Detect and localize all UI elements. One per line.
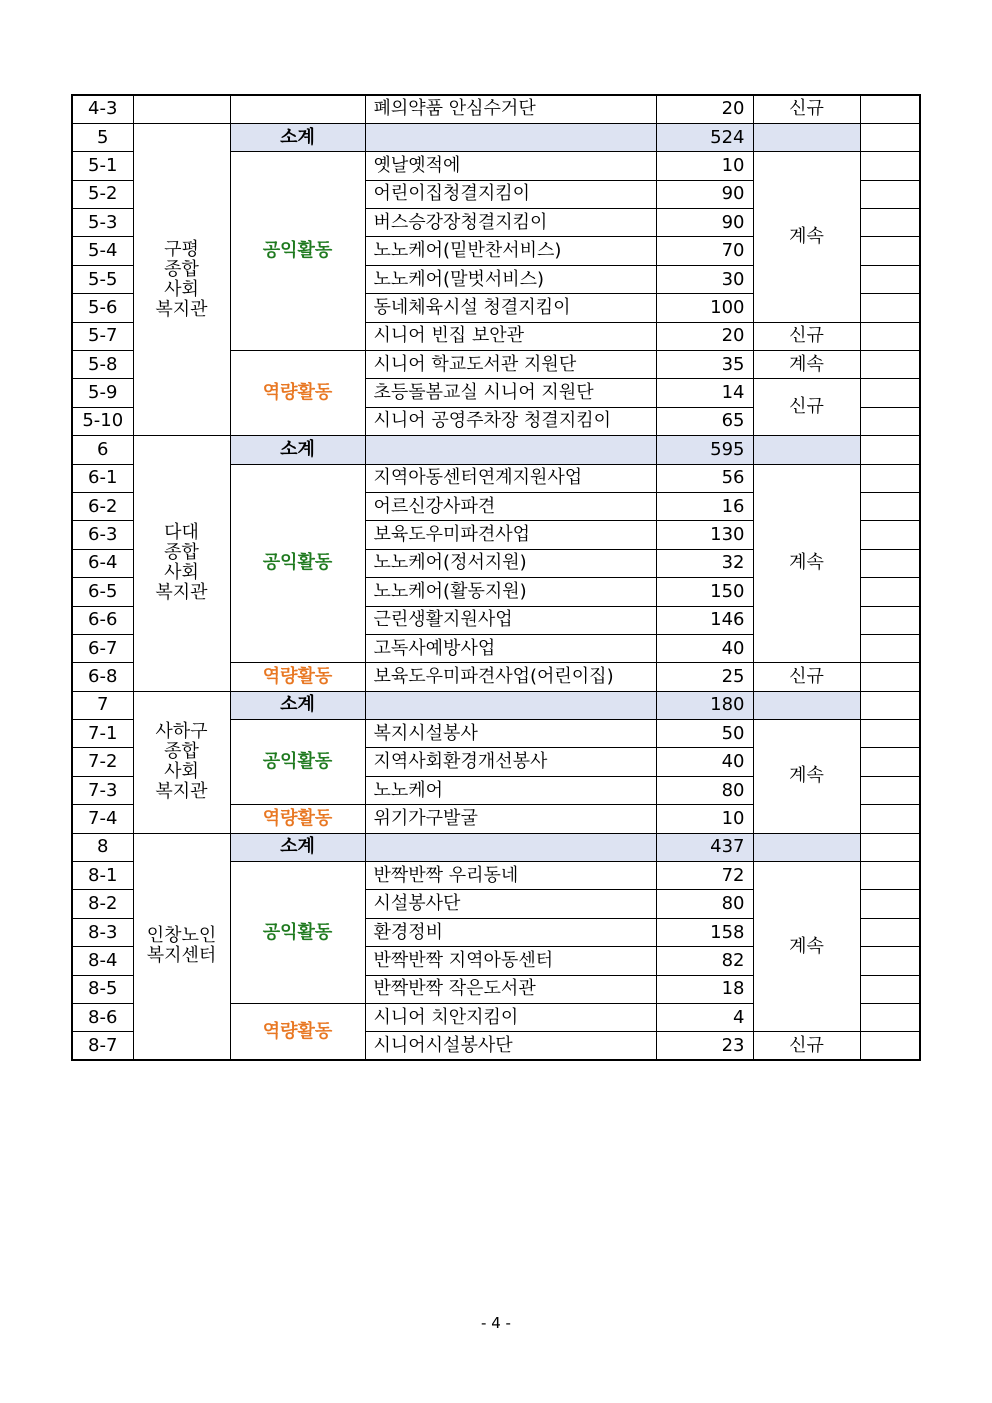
remarks-cell (860, 265, 920, 293)
org-cell (133, 95, 230, 123)
org-name: 사하구 종합 사회 복지관 (133, 691, 230, 833)
row-number: 8-7 (72, 1032, 133, 1060)
program-name: 노노케어(활동지원) (365, 578, 656, 606)
participant-count: 23 (656, 1032, 753, 1060)
row-number: 5-1 (72, 152, 133, 180)
participant-count: 10 (656, 805, 753, 833)
participant-count: 90 (656, 209, 753, 237)
subtotal-label: 소계 (230, 833, 365, 861)
remarks-cell (860, 890, 920, 918)
participant-count: 50 (656, 720, 753, 748)
row-number: 6-1 (72, 464, 133, 492)
remarks-cell (860, 492, 920, 520)
activity-type-capacity: 역량활동 (230, 663, 365, 691)
participant-count: 40 (656, 748, 753, 776)
remarks-cell (860, 95, 920, 123)
program-name: 시니어 학교도서관 지원단 (365, 351, 656, 379)
remarks-cell (860, 294, 920, 322)
program-name: 고독사예방사업 (365, 634, 656, 662)
program-name: 반짝반짝 우리동네 (365, 862, 656, 890)
participant-count: 100 (656, 294, 753, 322)
remarks-cell (860, 351, 920, 379)
subtotal-count: 437 (656, 833, 753, 861)
subtotal-blank (365, 123, 656, 151)
program-name: 어린이집청결지킴이 (365, 180, 656, 208)
participant-count: 130 (656, 521, 753, 549)
participant-count: 20 (656, 95, 753, 123)
remarks-cell (860, 152, 920, 180)
row-number: 7-4 (72, 805, 133, 833)
remarks-cell (860, 209, 920, 237)
remarks-cell (860, 720, 920, 748)
program-name: 보육도우미파견사업(어린이집) (365, 663, 656, 691)
remarks-cell (860, 634, 920, 662)
remarks-cell (860, 322, 920, 350)
program-name: 시니어 공영주차장 청결지킴이 (365, 407, 656, 435)
activity-type-capacity: 역량활동 (230, 351, 365, 436)
subtotal-row (72, 691, 920, 719)
participant-count: 158 (656, 918, 753, 946)
status-cell: 신규 (753, 663, 860, 691)
row-number: 6-6 (72, 606, 133, 634)
activity-type-public: 공익활동 (230, 464, 365, 663)
participant-count: 90 (656, 180, 753, 208)
row-number: 7-3 (72, 776, 133, 804)
remarks-cell (860, 776, 920, 804)
participant-count: 4 (656, 1004, 753, 1032)
subtotal-label: 소계 (230, 436, 365, 464)
remarks-cell (860, 237, 920, 265)
activity-type-public: 공익활동 (230, 152, 365, 351)
row-number: 6-7 (72, 634, 133, 662)
table-row (72, 95, 920, 123)
subtotal-label: 소계 (230, 123, 365, 151)
program-name: 근린생활지원사업 (365, 606, 656, 634)
program-name: 노노케어(정서지원) (365, 549, 656, 577)
row-number: 5-7 (72, 322, 133, 350)
participant-count: 72 (656, 862, 753, 890)
remarks-cell (860, 663, 920, 691)
participant-count: 150 (656, 578, 753, 606)
type-cell (230, 95, 365, 123)
status-cell: 신규 (753, 379, 860, 436)
program-name: 보육도우미파견사업 (365, 521, 656, 549)
remarks-cell (860, 436, 920, 464)
subtotal-status (753, 123, 860, 151)
row-number: 6-4 (72, 549, 133, 577)
remarks-cell (860, 180, 920, 208)
subtotal-status (753, 691, 860, 719)
row-number: 4-3 (72, 95, 133, 123)
remarks-cell (860, 379, 920, 407)
row-number: 6-5 (72, 578, 133, 606)
program-name: 복지시설봉사 (365, 720, 656, 748)
remarks-cell (860, 407, 920, 435)
subtotal-row (72, 833, 920, 861)
participant-count: 14 (656, 379, 753, 407)
status-cell: 계속 (753, 464, 860, 663)
program-name: 위기가구발굴 (365, 805, 656, 833)
program-name: 시니어 빈집 보안관 (365, 322, 656, 350)
participant-count: 35 (656, 351, 753, 379)
row-number: 8-4 (72, 947, 133, 975)
row-number: 8-1 (72, 862, 133, 890)
status-cell: 신규 (753, 1032, 860, 1060)
participant-count: 25 (656, 663, 753, 691)
participant-count: 80 (656, 890, 753, 918)
org-name: 구평 종합 사회 복지관 (133, 123, 230, 435)
subtotal-row (72, 123, 920, 151)
remarks-cell (860, 1032, 920, 1060)
status-cell: 계속 (753, 351, 860, 379)
row-number: 6-2 (72, 492, 133, 520)
row-number: 5-9 (72, 379, 133, 407)
participant-count: 16 (656, 492, 753, 520)
participant-count: 30 (656, 265, 753, 293)
row-number: 7-2 (72, 748, 133, 776)
participant-count: 146 (656, 606, 753, 634)
row-number: 5-10 (72, 407, 133, 435)
row-number: 5-5 (72, 265, 133, 293)
participant-count: 40 (656, 634, 753, 662)
remarks-cell (860, 748, 920, 776)
row-number: 5-8 (72, 351, 133, 379)
row-number: 8-2 (72, 890, 133, 918)
participant-count: 65 (656, 407, 753, 435)
org-name: 인창노인 복지센터 (133, 833, 230, 1060)
row-number: 8-5 (72, 975, 133, 1003)
subtotal-label: 소계 (230, 691, 365, 719)
remarks-cell (860, 947, 920, 975)
participant-count: 32 (656, 549, 753, 577)
remarks-cell (860, 549, 920, 577)
participant-count: 82 (656, 947, 753, 975)
subtotal-blank (365, 436, 656, 464)
group-number: 8 (72, 833, 133, 861)
subtotal-row (72, 436, 920, 464)
subtotal-blank (365, 691, 656, 719)
subtotal-count: 524 (656, 123, 753, 151)
group-number: 7 (72, 691, 133, 719)
row-number: 8-6 (72, 1004, 133, 1032)
program-name: 초등돌봄교실 시니어 지원단 (365, 379, 656, 407)
remarks-cell (860, 123, 920, 151)
remarks-cell (860, 691, 920, 719)
remarks-cell (860, 862, 920, 890)
row-number: 5-3 (72, 209, 133, 237)
row-number: 5-2 (72, 180, 133, 208)
program-name: 버스승강장청결지킴이 (365, 209, 656, 237)
org-name: 다대 종합 사회 복지관 (133, 436, 230, 692)
row-number: 5-6 (72, 294, 133, 322)
program-name: 노노케어(밑반찬서비스) (365, 237, 656, 265)
activity-type-public: 공익활동 (230, 862, 365, 1004)
program-name: 노노케어(말벗서비스) (365, 265, 656, 293)
program-name: 시설봉사단 (365, 890, 656, 918)
row-number: 6-8 (72, 663, 133, 691)
program-name: 노노케어 (365, 776, 656, 804)
status-cell: 계속 (753, 152, 860, 322)
participant-count: 10 (656, 152, 753, 180)
program-name: 반짝반짝 작은도서관 (365, 975, 656, 1003)
activity-type-capacity: 역량활동 (230, 1004, 365, 1061)
remarks-cell (860, 521, 920, 549)
activity-type-public: 공익활동 (230, 720, 365, 805)
page-number: - 4 - (481, 1314, 511, 1332)
participant-count: 56 (656, 464, 753, 492)
remarks-cell (860, 975, 920, 1003)
program-name: 동네체육시설 청결지킴이 (365, 294, 656, 322)
program-name: 시니어시설봉사단 (365, 1032, 656, 1060)
remarks-cell (860, 833, 920, 861)
subtotal-status (753, 436, 860, 464)
participant-count: 20 (656, 322, 753, 350)
participant-count: 80 (656, 776, 753, 804)
remarks-cell (860, 805, 920, 833)
program-name: 옛날옛적에 (365, 152, 656, 180)
subtotal-status (753, 833, 860, 861)
row-number: 7-1 (72, 720, 133, 748)
status-cell: 신규 (753, 95, 860, 123)
remarks-cell (860, 918, 920, 946)
participant-count: 70 (656, 237, 753, 265)
program-name: 환경정비 (365, 918, 656, 946)
status-cell: 계속 (753, 862, 860, 1032)
program-name: 폐의약품 안심수거단 (365, 95, 656, 123)
program-name: 어르신강사파견 (365, 492, 656, 520)
remarks-cell (860, 606, 920, 634)
remarks-cell (860, 1004, 920, 1032)
program-name: 반짝반짝 지역아동센터 (365, 947, 656, 975)
row-number: 6-3 (72, 521, 133, 549)
program-name: 지역사회환경개선봉사 (365, 748, 656, 776)
row-number: 5-4 (72, 237, 133, 265)
subtotal-count: 180 (656, 691, 753, 719)
program-name: 시니어 치안지킴이 (365, 1004, 656, 1032)
remarks-cell (860, 464, 920, 492)
status-cell: 계속 (753, 720, 860, 834)
remarks-cell (860, 578, 920, 606)
program-name: 지역아동센터연계지원사업 (365, 464, 656, 492)
subtotal-count: 595 (656, 436, 753, 464)
group-number: 6 (72, 436, 133, 464)
activity-type-capacity: 역량활동 (230, 805, 365, 833)
subtotal-blank (365, 833, 656, 861)
participant-count: 18 (656, 975, 753, 1003)
row-number: 8-3 (72, 918, 133, 946)
group-number: 5 (72, 123, 133, 151)
program-table (71, 94, 921, 1061)
status-cell: 신규 (753, 322, 860, 350)
